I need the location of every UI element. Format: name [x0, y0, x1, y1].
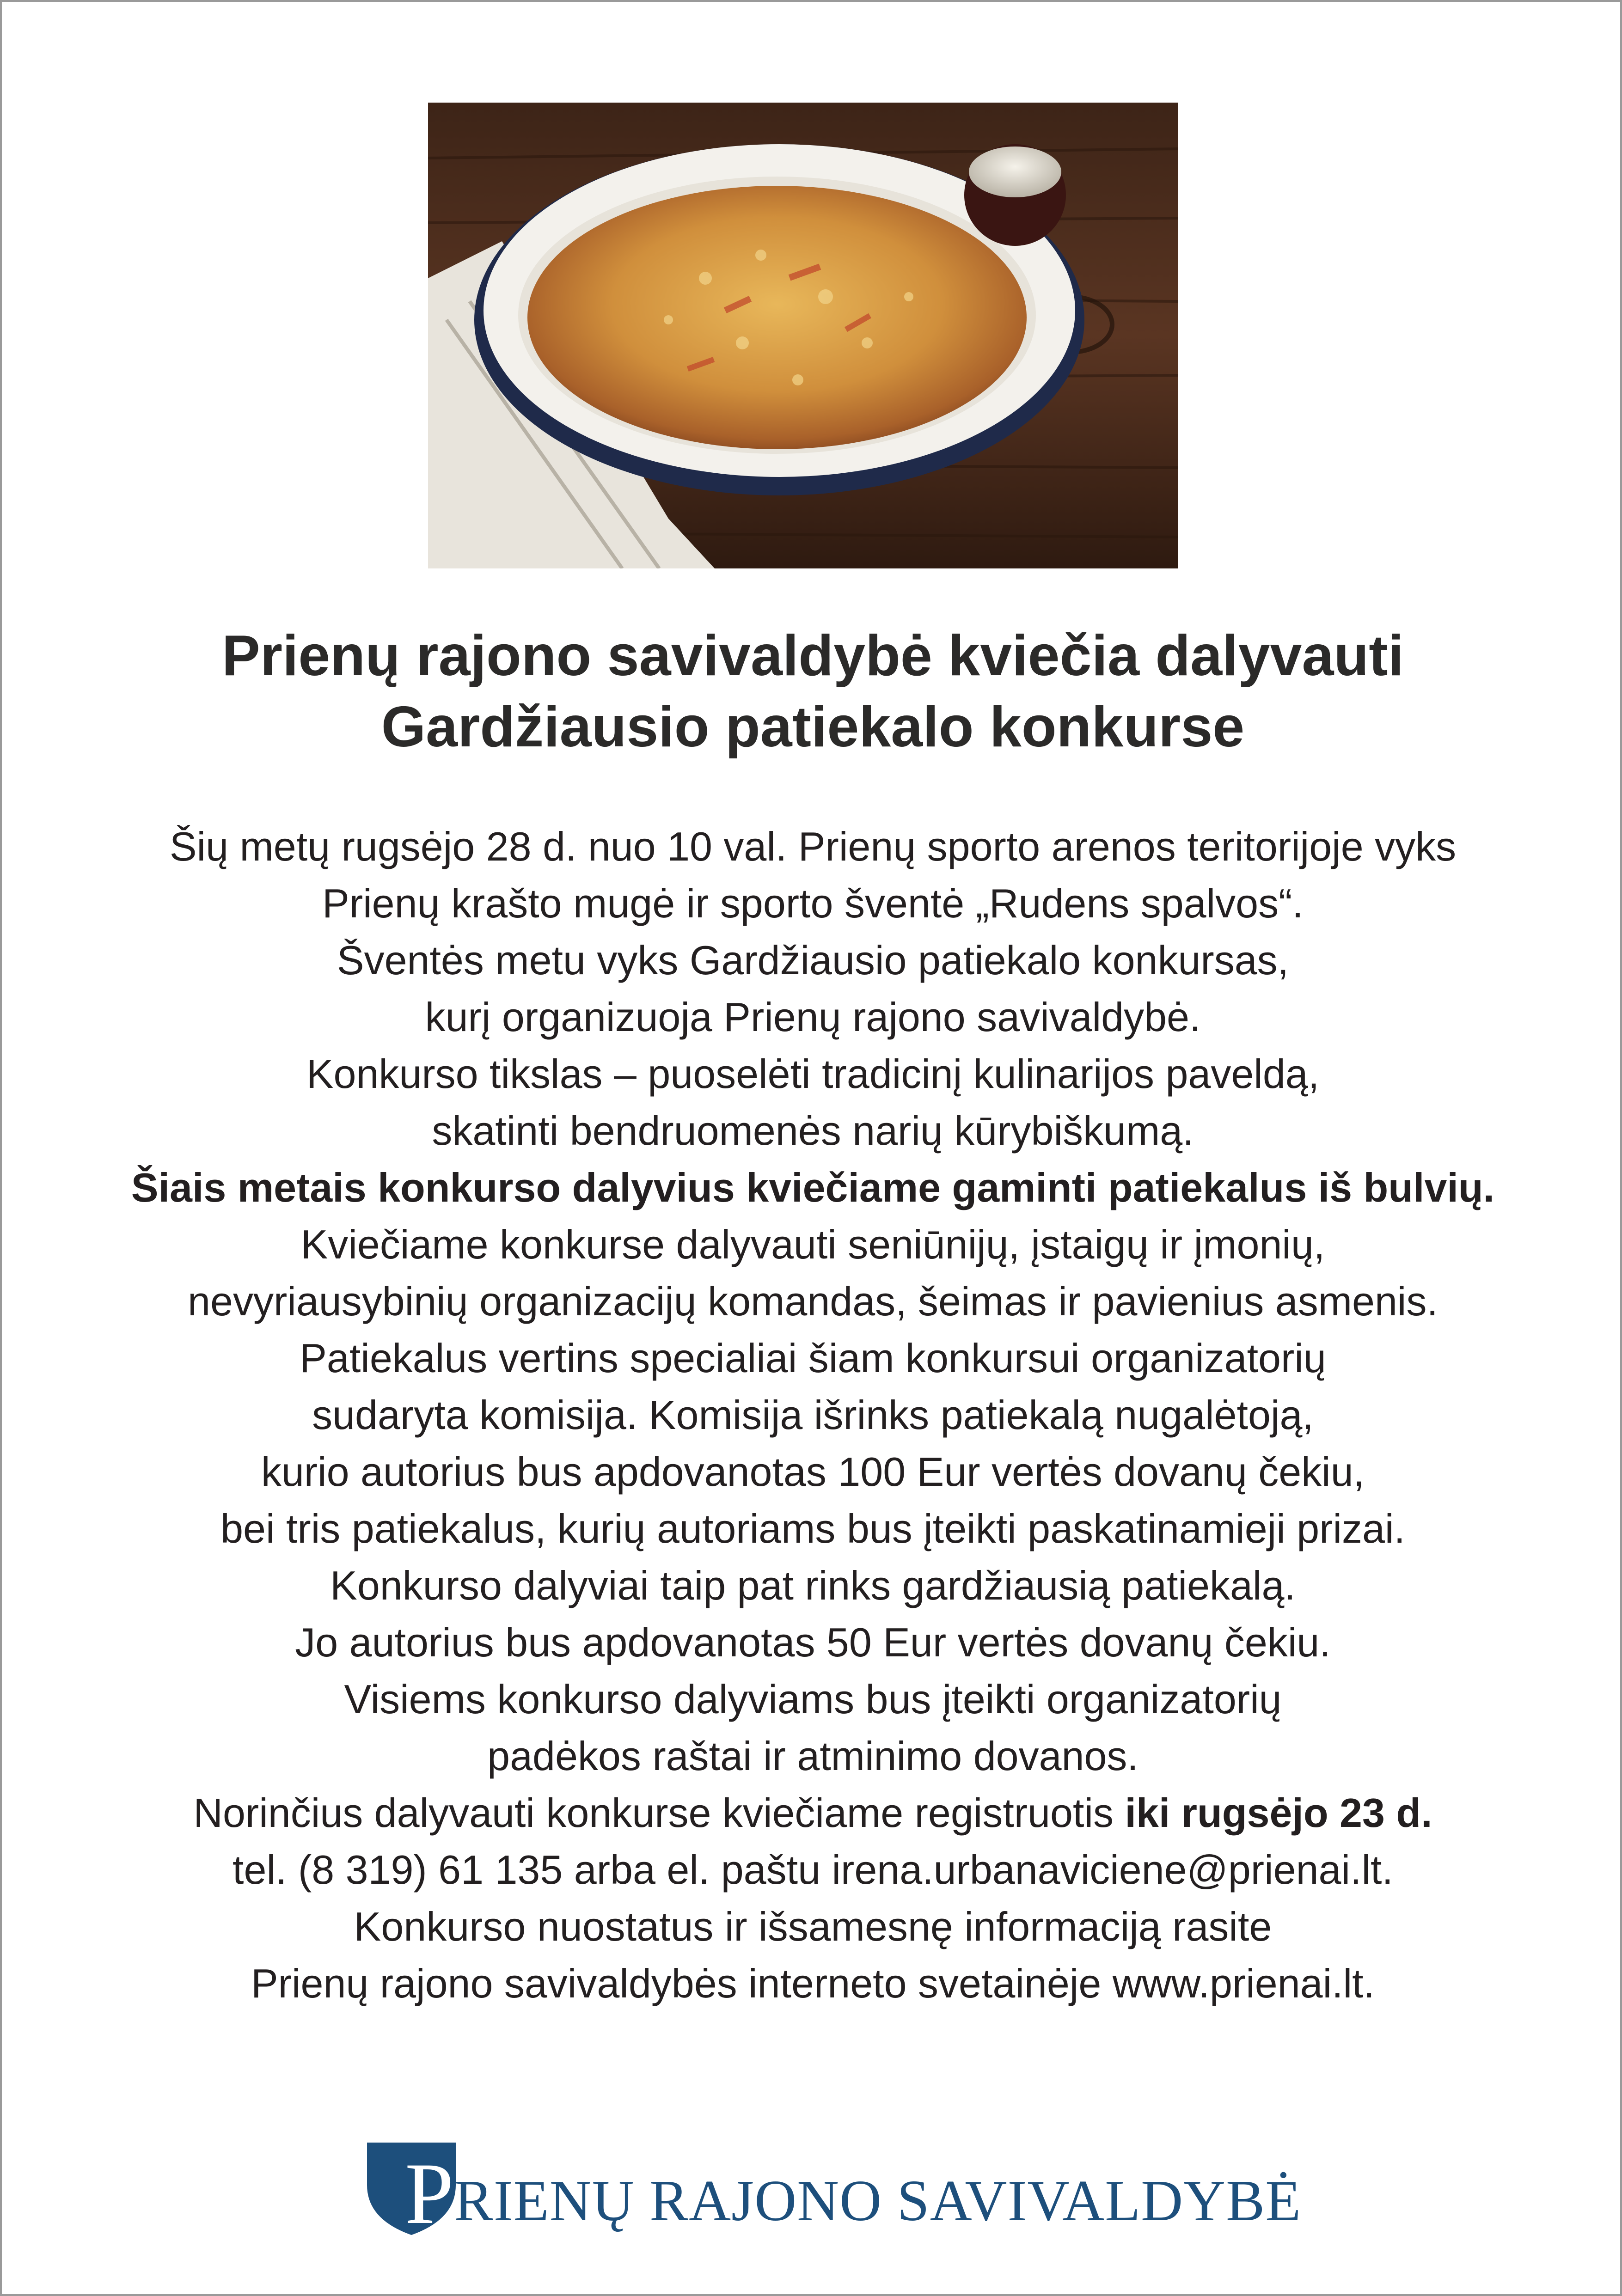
- title-line-1: Prienų rajono savivaldybė kviečia dalyvauti: [222, 624, 1404, 688]
- announcement-body: [2, 818, 1622, 2012]
- logo-text: RIENŲ RAJONO SAVIVALDYBĖ: [454, 2169, 1302, 2233]
- body-line: sudaryta komisija. Komisija išrinks patiekalą nugalėtoją,: [312, 1392, 1314, 1438]
- title-line-2: Gardžiausio patiekalo konkurse: [381, 695, 1245, 759]
- casserole-image-icon: [428, 103, 1178, 568]
- website-line: Prienų rajono savivaldybės interneto svetainėje www.prienai.lt.: [251, 1960, 1375, 2006]
- body-line: Konkurso dalyviai taip pat rinks gardžiausią patiekalą.: [330, 1563, 1296, 1608]
- body-line: padėkos raštai ir atminimo dovanos.: [487, 1733, 1138, 1779]
- registration-line: [2, 1784, 1622, 1841]
- contact-line: tel. (8 319) 61 135 arba el. paštu irena.urbanaviciene@prienai.lt.: [233, 1847, 1393, 1893]
- body-line: Konkurso nuostatus ir išsamesnę informaciją rasite: [354, 1904, 1272, 1949]
- body-line: kurį organizuoja Prienų rajono savivaldybė.: [425, 994, 1201, 1040]
- body-line: Kviečiame konkurse dalyvauti seniūnijų, įstaigų ir įmonių,: [300, 1221, 1325, 1267]
- logo-wordmark: [405, 2145, 1302, 2242]
- body-line: Jo autorius bus apdovanotas 50 Eur vertės dovanų čekiu.: [295, 1619, 1331, 1665]
- body-line: nevyriausybinių organizacijų komandas, šeimas ir pavienius asmenis.: [188, 1278, 1438, 1324]
- body-line: Patiekalus vertins specialiai šiam konkursui organizatorių: [300, 1335, 1326, 1381]
- body-line: Prienų krašto mugė ir sporto šventė „Rudens spalvos“.: [322, 880, 1304, 926]
- body-line: Šventės metu vyks Gardžiausio patiekalo konkursas,: [337, 937, 1289, 983]
- registration-text: Norinčius dalyvauti konkurse kviečiame registruotis: [193, 1790, 1125, 1836]
- body-line-highlight: Šiais metais konkurso dalyvius kviečiame gaminti patiekalus iš bulvių.: [131, 1165, 1495, 1210]
- casserole-photo: [428, 103, 1178, 568]
- body-line: Visiems konkurso dalyviams bus įteikti organizatorių: [344, 1676, 1282, 1722]
- logo-initial: P: [405, 2145, 454, 2242]
- body-line: Konkurso tikslas – puoselėti tradicinį kulinarijos paveldą,: [306, 1051, 1320, 1097]
- body-line: kurio autorius bus apdovanotas 100 Eur vertės dovanų čekiu,: [261, 1449, 1365, 1495]
- municipality-logo: [365, 2141, 1302, 2242]
- body-line: skatinti bendruomenės narių kūrybiškumą.: [432, 1108, 1194, 1154]
- poster-title: [2, 620, 1622, 763]
- body-line: Šių metų rugsėjo 28 d. nuo 10 val. Prienų sporto arenos teritorijoje vyks: [169, 824, 1457, 869]
- body-line: bei tris patiekalus, kurių autoriams bus įteikti paskatinamieji prizai.: [220, 1506, 1405, 1551]
- registration-deadline: iki rugsėjo 23 d.: [1125, 1790, 1432, 1836]
